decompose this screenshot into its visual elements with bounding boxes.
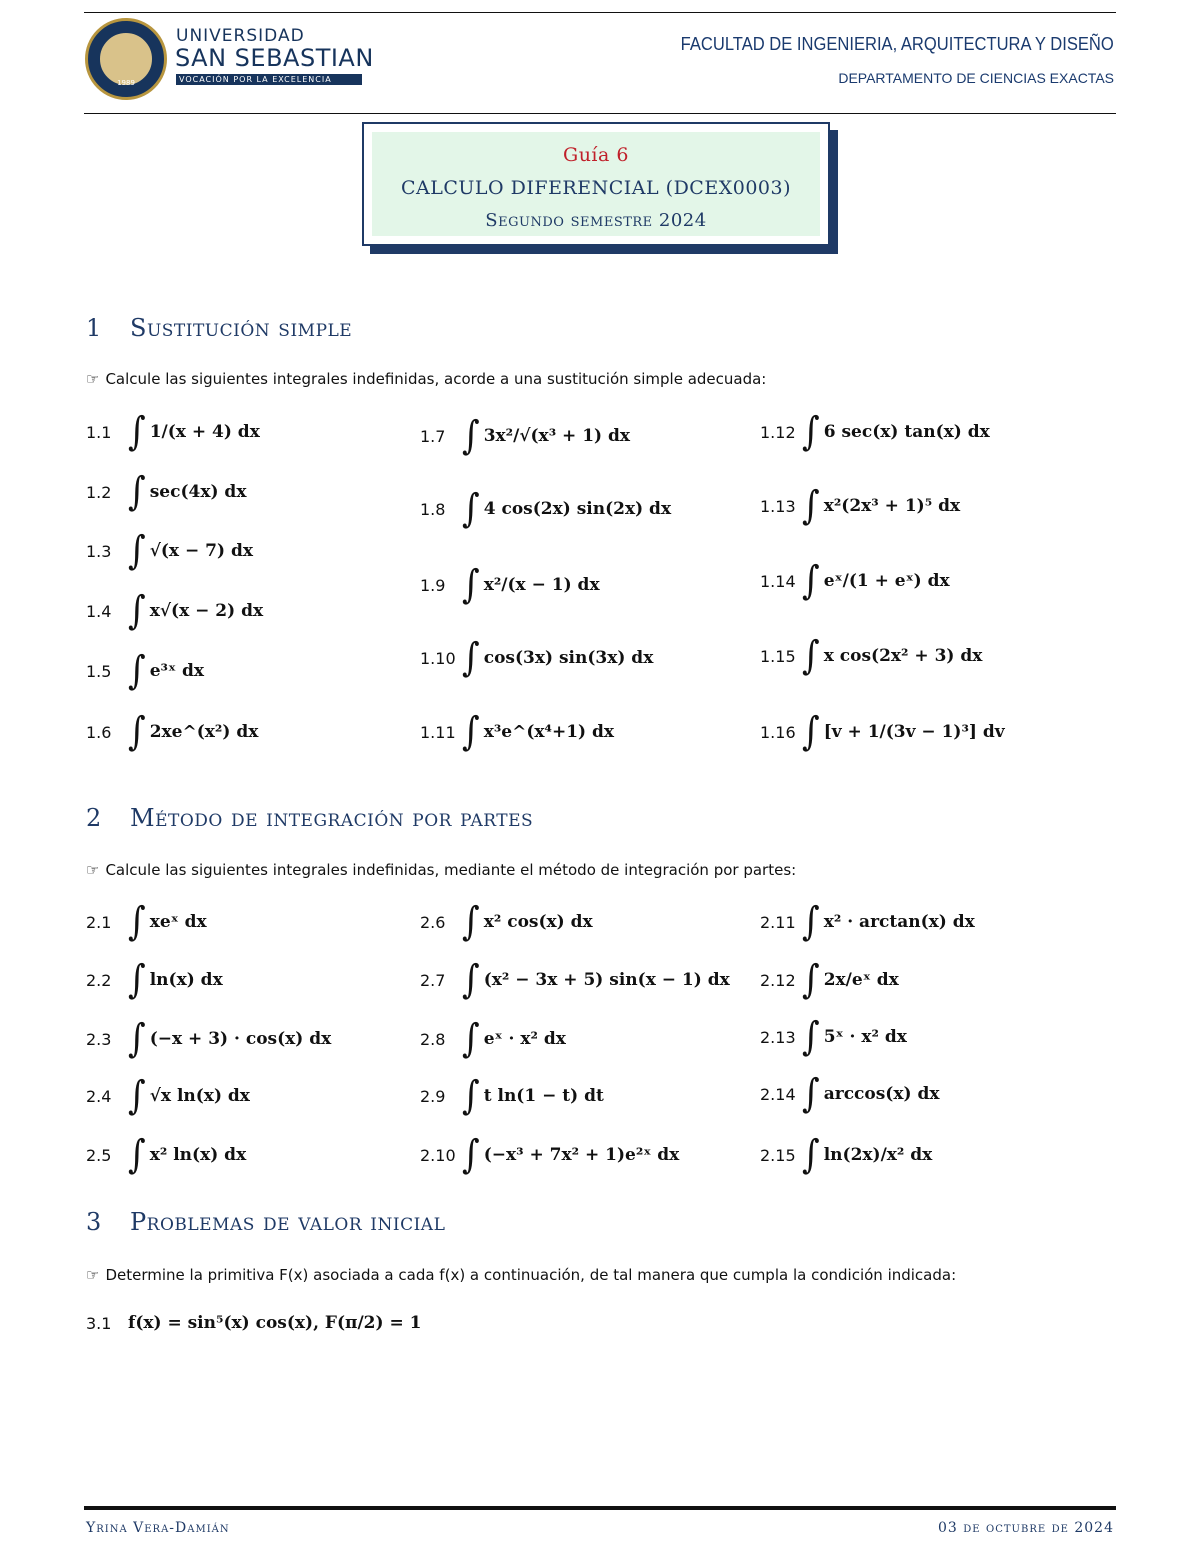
exercise-label: 3.1 <box>86 1313 112 1333</box>
guide-title: Guía 6 <box>563 144 629 166</box>
exercise-expression: 4 cos(2x) sin(2x) dx <box>483 499 672 519</box>
integral-sign-icon: ∫ <box>802 899 820 945</box>
exercise-1-7 <box>420 413 631 459</box>
exercise-label: 2.12 <box>760 970 796 990</box>
exercise-expression: (x² − 3x + 5) sin(x − 1) dx <box>483 970 730 990</box>
exercise-2-3 <box>86 1016 332 1062</box>
exercise-expression: √(x − 7) dx <box>149 541 253 561</box>
exercise-label: 2.8 <box>420 1029 446 1049</box>
section-3-instruction: ☞ Determine la primitiva F(x) asociada a cada f(x) a continuación, de tal manera que cumpla la condición indicada: <box>86 1266 957 1284</box>
exercise-2-1 <box>86 899 207 945</box>
section-heading-3: 3 Problemas de valor inicial <box>86 1208 446 1236</box>
university-motto: VOCACIÓN POR LA EXCELENCIA <box>176 74 362 85</box>
exercise-label: 1.5 <box>86 661 112 681</box>
integral-sign-icon: ∫ <box>802 483 820 529</box>
exercise-label: 1.16 <box>760 722 796 742</box>
integral-sign-icon: ∫ <box>128 409 146 455</box>
integral-sign-icon: ∫ <box>128 469 146 515</box>
integral-sign-icon: ∫ <box>802 1014 820 1060</box>
integral-sign-icon: ∫ <box>128 957 146 1003</box>
seal-year: 1989 <box>117 79 135 87</box>
integral-sign-icon: ∫ <box>802 709 820 755</box>
exercise-1-13 <box>760 483 961 529</box>
exercise-label: 2.15 <box>760 1145 796 1165</box>
exercise-label: 1.3 <box>86 541 112 561</box>
integral-sign-icon: ∫ <box>802 1071 820 1117</box>
section-heading-2: 2 Método de integración por partes <box>86 804 534 832</box>
exercise-2-12 <box>760 957 899 1003</box>
exercise-3-1 <box>86 1303 421 1343</box>
exercise-2-14 <box>760 1071 940 1117</box>
pointing-hand-icon: ☞ <box>86 1266 100 1284</box>
exercise-label: 1.9 <box>420 575 446 595</box>
exercise-expression: 2xe^(x²) dx <box>149 722 259 742</box>
exercise-expression: 5ˣ · x² dx <box>823 1027 907 1047</box>
integral-sign-icon: ∫ <box>462 709 480 755</box>
header-rule <box>84 113 1116 114</box>
integral-sign-icon: ∫ <box>802 957 820 1003</box>
integral-sign-icon: ∫ <box>802 633 820 679</box>
exercise-expression: f(x) = sin⁵(x) cos(x), F(π/2) = 1 <box>128 1313 422 1333</box>
exercise-2-9 <box>420 1073 604 1119</box>
exercise-expression: [v + 1/(3v − 1)³] dv <box>823 722 1005 742</box>
exercise-label: 1.13 <box>760 496 796 516</box>
exercise-1-16 <box>760 709 1005 755</box>
exercise-2-5 <box>86 1132 247 1178</box>
exercise-1-8 <box>420 486 672 532</box>
exercise-2-4 <box>86 1073 250 1119</box>
exercise-expression: arccos(x) dx <box>823 1084 940 1104</box>
exercise-1-15 <box>760 633 983 679</box>
integral-sign-icon: ∫ <box>462 1016 480 1062</box>
exercise-expression: x² cos(x) dx <box>483 912 593 932</box>
exercise-expression: x²(2x³ + 1)⁵ dx <box>823 496 961 516</box>
exercise-2-6 <box>420 899 593 945</box>
integral-sign-icon: ∫ <box>462 957 480 1003</box>
exercise-expression: eˣ/(1 + eˣ) dx <box>823 571 950 591</box>
exercise-label: 2.11 <box>760 912 796 932</box>
exercise-label: 2.5 <box>86 1145 112 1165</box>
exercise-2-8 <box>420 1016 566 1062</box>
exercise-label: 1.10 <box>420 648 456 668</box>
exercise-2-10 <box>420 1132 680 1178</box>
top-rule <box>84 12 1116 13</box>
exercise-expression: 6 sec(x) tan(x) dx <box>823 422 990 442</box>
integral-sign-icon: ∫ <box>802 558 820 604</box>
exercise-label: 2.4 <box>86 1086 112 1106</box>
exercise-1-3 <box>86 528 253 574</box>
exercise-expression: x³e^(x⁴+1) dx <box>483 722 615 742</box>
exercise-1-9 <box>420 562 600 608</box>
footer-date: 03 de octubre de 2024 <box>937 1520 1114 1536</box>
exercise-2-2 <box>86 957 223 1003</box>
exercise-expression: (−x³ + 7x² + 1)e²ˣ dx <box>483 1145 680 1165</box>
exercise-1-6 <box>86 709 259 755</box>
exercise-label: 1.11 <box>420 722 456 742</box>
faculty-name: FACULTAD DE INGENIERIA, ARQUITECTURA Y DISEÑO <box>680 34 1114 54</box>
integral-sign-icon: ∫ <box>462 1073 480 1119</box>
exercise-1-2 <box>86 469 247 515</box>
exercise-1-11 <box>420 709 615 755</box>
exercise-expression: cos(3x) sin(3x) dx <box>483 648 654 668</box>
exercise-expression: sec(4x) dx <box>149 482 247 502</box>
footer-author: Yrina Vera-Damián <box>86 1520 230 1536</box>
pointing-hand-icon: ☞ <box>86 370 100 388</box>
integral-sign-icon: ∫ <box>128 899 146 945</box>
exercise-label: 2.2 <box>86 970 112 990</box>
exercise-expression: 2x/eˣ dx <box>823 970 899 990</box>
exercise-label: 2.6 <box>420 912 446 932</box>
exercise-1-1 <box>86 409 260 455</box>
exercise-2-7 <box>420 957 730 1003</box>
exercise-label: 2.14 <box>760 1084 796 1104</box>
exercise-2-13 <box>760 1014 907 1060</box>
exercise-label: 1.2 <box>86 482 112 502</box>
exercise-label: 1.1 <box>86 422 112 442</box>
exercise-1-4 <box>86 588 264 634</box>
integral-sign-icon: ∫ <box>128 588 146 634</box>
exercise-expression: √x ln(x) dx <box>149 1086 250 1106</box>
exercise-1-14 <box>760 558 950 604</box>
exercise-expression: eˣ · x² dx <box>483 1029 566 1049</box>
exercise-2-15 <box>760 1132 933 1178</box>
integral-sign-icon: ∫ <box>462 635 480 681</box>
integral-sign-icon: ∫ <box>462 413 480 459</box>
exercise-label: 2.3 <box>86 1029 112 1049</box>
exercise-expression: x²/(x − 1) dx <box>483 575 600 595</box>
exercise-label: 1.4 <box>86 601 112 621</box>
integral-sign-icon: ∫ <box>462 1132 480 1178</box>
exercise-expression: t ln(1 − t) dt <box>483 1086 604 1106</box>
exercise-1-5 <box>86 648 204 694</box>
semester-title: Segundo semestre 2024 <box>485 210 707 231</box>
course-title: CALCULO DIFERENCIAL (DCEX0003) <box>400 177 792 199</box>
integral-sign-icon: ∫ <box>128 648 146 694</box>
exercise-expression: x cos(2x² + 3) dx <box>823 646 983 666</box>
integral-sign-icon: ∫ <box>462 486 480 532</box>
exercise-label: 2.9 <box>420 1086 446 1106</box>
integral-sign-icon: ∫ <box>128 1132 146 1178</box>
integral-sign-icon: ∫ <box>128 1073 146 1119</box>
exercise-expression: 3x²/√(x³ + 1) dx <box>483 426 631 446</box>
exercise-expression: (−x + 3) · cos(x) dx <box>149 1029 332 1049</box>
exercise-expression: x² ln(x) dx <box>149 1145 247 1165</box>
integral-sign-icon: ∫ <box>128 709 146 755</box>
exercise-label: 2.13 <box>760 1027 796 1047</box>
exercise-label: 1.15 <box>760 646 796 666</box>
exercise-expression: x√(x − 2) dx <box>149 601 264 621</box>
university-name-line1: UNIVERSIDAD <box>176 26 305 46</box>
integral-sign-icon: ∫ <box>462 899 480 945</box>
footer-rule <box>84 1506 1116 1510</box>
title-box <box>362 122 830 246</box>
exercise-1-12 <box>760 409 990 455</box>
exercise-expression: xeˣ dx <box>149 912 207 932</box>
exercise-label: 2.10 <box>420 1145 456 1165</box>
exercise-label: 2.1 <box>86 912 112 932</box>
integral-sign-icon: ∫ <box>462 562 480 608</box>
integral-sign-icon: ∫ <box>802 1132 820 1178</box>
exercise-expression: e³ˣ dx <box>149 661 204 681</box>
integral-sign-icon: ∫ <box>128 528 146 574</box>
exercise-label: 2.7 <box>420 970 446 990</box>
exercise-label: 1.14 <box>760 571 796 591</box>
exercise-expression: ln(2x)/x² dx <box>823 1145 933 1165</box>
exercise-2-11 <box>760 899 975 945</box>
exercise-label: 1.6 <box>86 722 112 742</box>
pointing-hand-icon: ☞ <box>86 861 100 879</box>
exercise-1-10 <box>420 635 654 681</box>
university-name-line2: SAN SEBASTIAN <box>175 44 374 72</box>
department-name: DEPARTAMENTO DE CIENCIAS EXACTAS <box>838 70 1114 86</box>
integral-sign-icon: ∫ <box>128 1016 146 1062</box>
section-1-instruction: ☞ Calcule las siguientes integrales indefinidas, acorde a una sustitución simple adecuada: <box>86 370 767 388</box>
section-2-instruction: ☞ Calcule las siguientes integrales indefinidas, mediante el método de integración por partes: <box>86 861 797 879</box>
section-heading-1: 1 Sustitución simple <box>86 314 353 342</box>
integral-sign-icon: ∫ <box>802 409 820 455</box>
exercise-expression: ln(x) dx <box>149 970 223 990</box>
exercise-expression: x² · arctan(x) dx <box>823 912 975 932</box>
exercise-label: 1.8 <box>420 499 446 519</box>
university-seal-icon <box>85 18 167 100</box>
exercise-label: 1.7 <box>420 426 446 446</box>
exercise-expression: 1/(x + 4) dx <box>149 422 260 442</box>
exercise-label: 1.12 <box>760 422 796 442</box>
